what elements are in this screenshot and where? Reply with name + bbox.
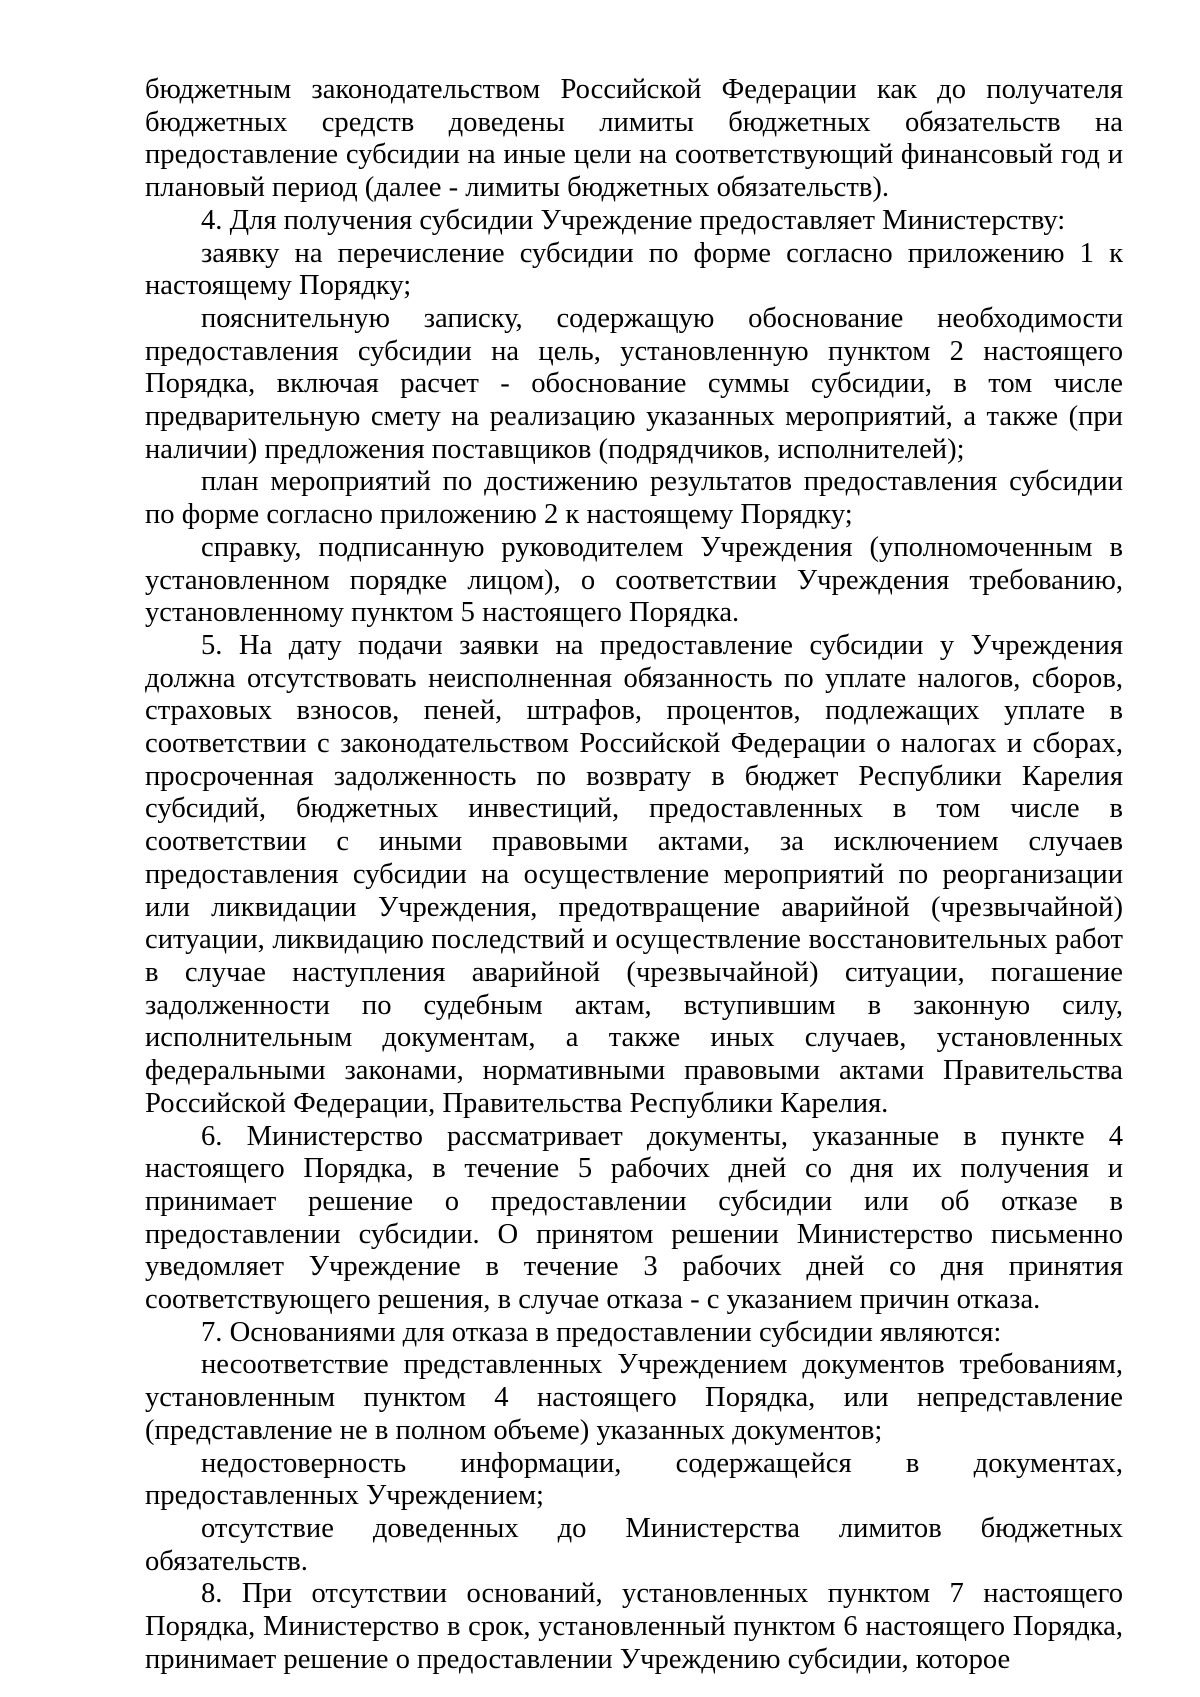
paragraph-explanatory-note: пояснительную записку, содержащую обоснование необходимости предоставления субсидии на цель, установленную пунктом 2 настоящего Порядка, включая расчет - обоснование суммы субсидии, в том числе предварительную смету на реализацию указанных мероприятий, а также (при наличии) предложения поставщиков (подрядчиков, исполнителей); [145, 302, 1123, 465]
paragraph-item-8: 8. При отсутствии оснований, установленных пунктом 7 настоящего Порядка, Министерство в срок, установленный пунктом 6 настоящего Порядка, принимает решение о предоставлении Учреждению субсидии, которое [145, 1578, 1123, 1675]
paragraph-application: заявку на перечисление субсидии по форме согласно приложению 1 к настоящему Порядку; [145, 237, 1123, 302]
document-body [145, 74, 1123, 1676]
paragraph-item-7: 7. Основаниями для отказа в предоставлении субсидии являются: [201, 1316, 1002, 1348]
paragraph-item-6: 6. Министерство рассматривает документы, указанные в пункте 4 настоящего Порядка, в течение 5 рабочих дней со дня их получения и принимает решение о предоставлении субсидии или об отказе в предоставлении субсидии. О принятом решении Министерство письменно уведомляет Учреждение в течение 3 рабочих дней со дня принятия соответствующего решения, в случае отказа - с указанием причин отказа. [145, 1120, 1123, 1316]
paragraph-item-4: 4. Для получения субсидии Учреждение предоставляет Министерству: [201, 204, 1066, 236]
paragraph-refusal-ground-2: недостоверность информации, содержащейся в документах, предоставленных Учреждением; [145, 1447, 1123, 1512]
paragraph-certificate: справку, подписанную руководителем Учреждения (уполномоченным в установленном порядке лицом), о соответствии Учреждения требованию, установленному пунктом 5 настоящего Порядка. [145, 531, 1123, 629]
paragraph-refusal-ground-3: отсутствие доведенных до Министерства лимитов бюджетных обязательств. [145, 1512, 1123, 1577]
paragraph-continuation: бюджетным законодательством Российской Федерации как до получателя бюджетных средств доведены лимиты бюджетных обязательств на предоставление субсидии на иные цели на соответствующий финансовый год и плановый период (далее - лимиты бюджетных обязательств). [145, 74, 1123, 204]
paragraph-item-5: 5. На дату подачи заявки на предоставление субсидии у Учреждения должна отсутствовать неисполненная обязанность по уплате налогов, сборов, страховых взносов, пеней, штрафов, процентов, подлежащих уплате в соответствии с законодательством Российской Федерации о налогах и сборах, просроченная задолженность по возврату в бюджет Республики Карелия субсидий, бюджетных инвестиций, предоставленных в том числе в соответствии с иными правовыми актами, за исключением случаев предоставления субсидии на осуществление мероприятий по реорганизации или ликвидации Учреждения, предотвращение аварийной (чрезвычайной) ситуации, ликвидацию последствий и осуществление восстановительных работ в случае наступления аварийной (чрезвычайной) ситуации, погашение задолженности по судебным актам, вступившим в законную силу, исполнительным документам, а также иных случаев, установленных федеральными законами, нормативными правовыми актами Правительства Российской Федерации, Правительства Республики Карелия. [145, 629, 1123, 1119]
paragraph-refusal-ground-1: несоответствие представленных Учреждением документов требованиям, установленным пунктом 4 настоящего Порядка, или непредставление (представление не в полном объеме) указанных документов; [145, 1349, 1123, 1446]
paragraph-action-plan: план мероприятий по достижению результатов предоставления субсидии по форме согласно приложению 2 к настоящему Порядку; [145, 466, 1123, 531]
